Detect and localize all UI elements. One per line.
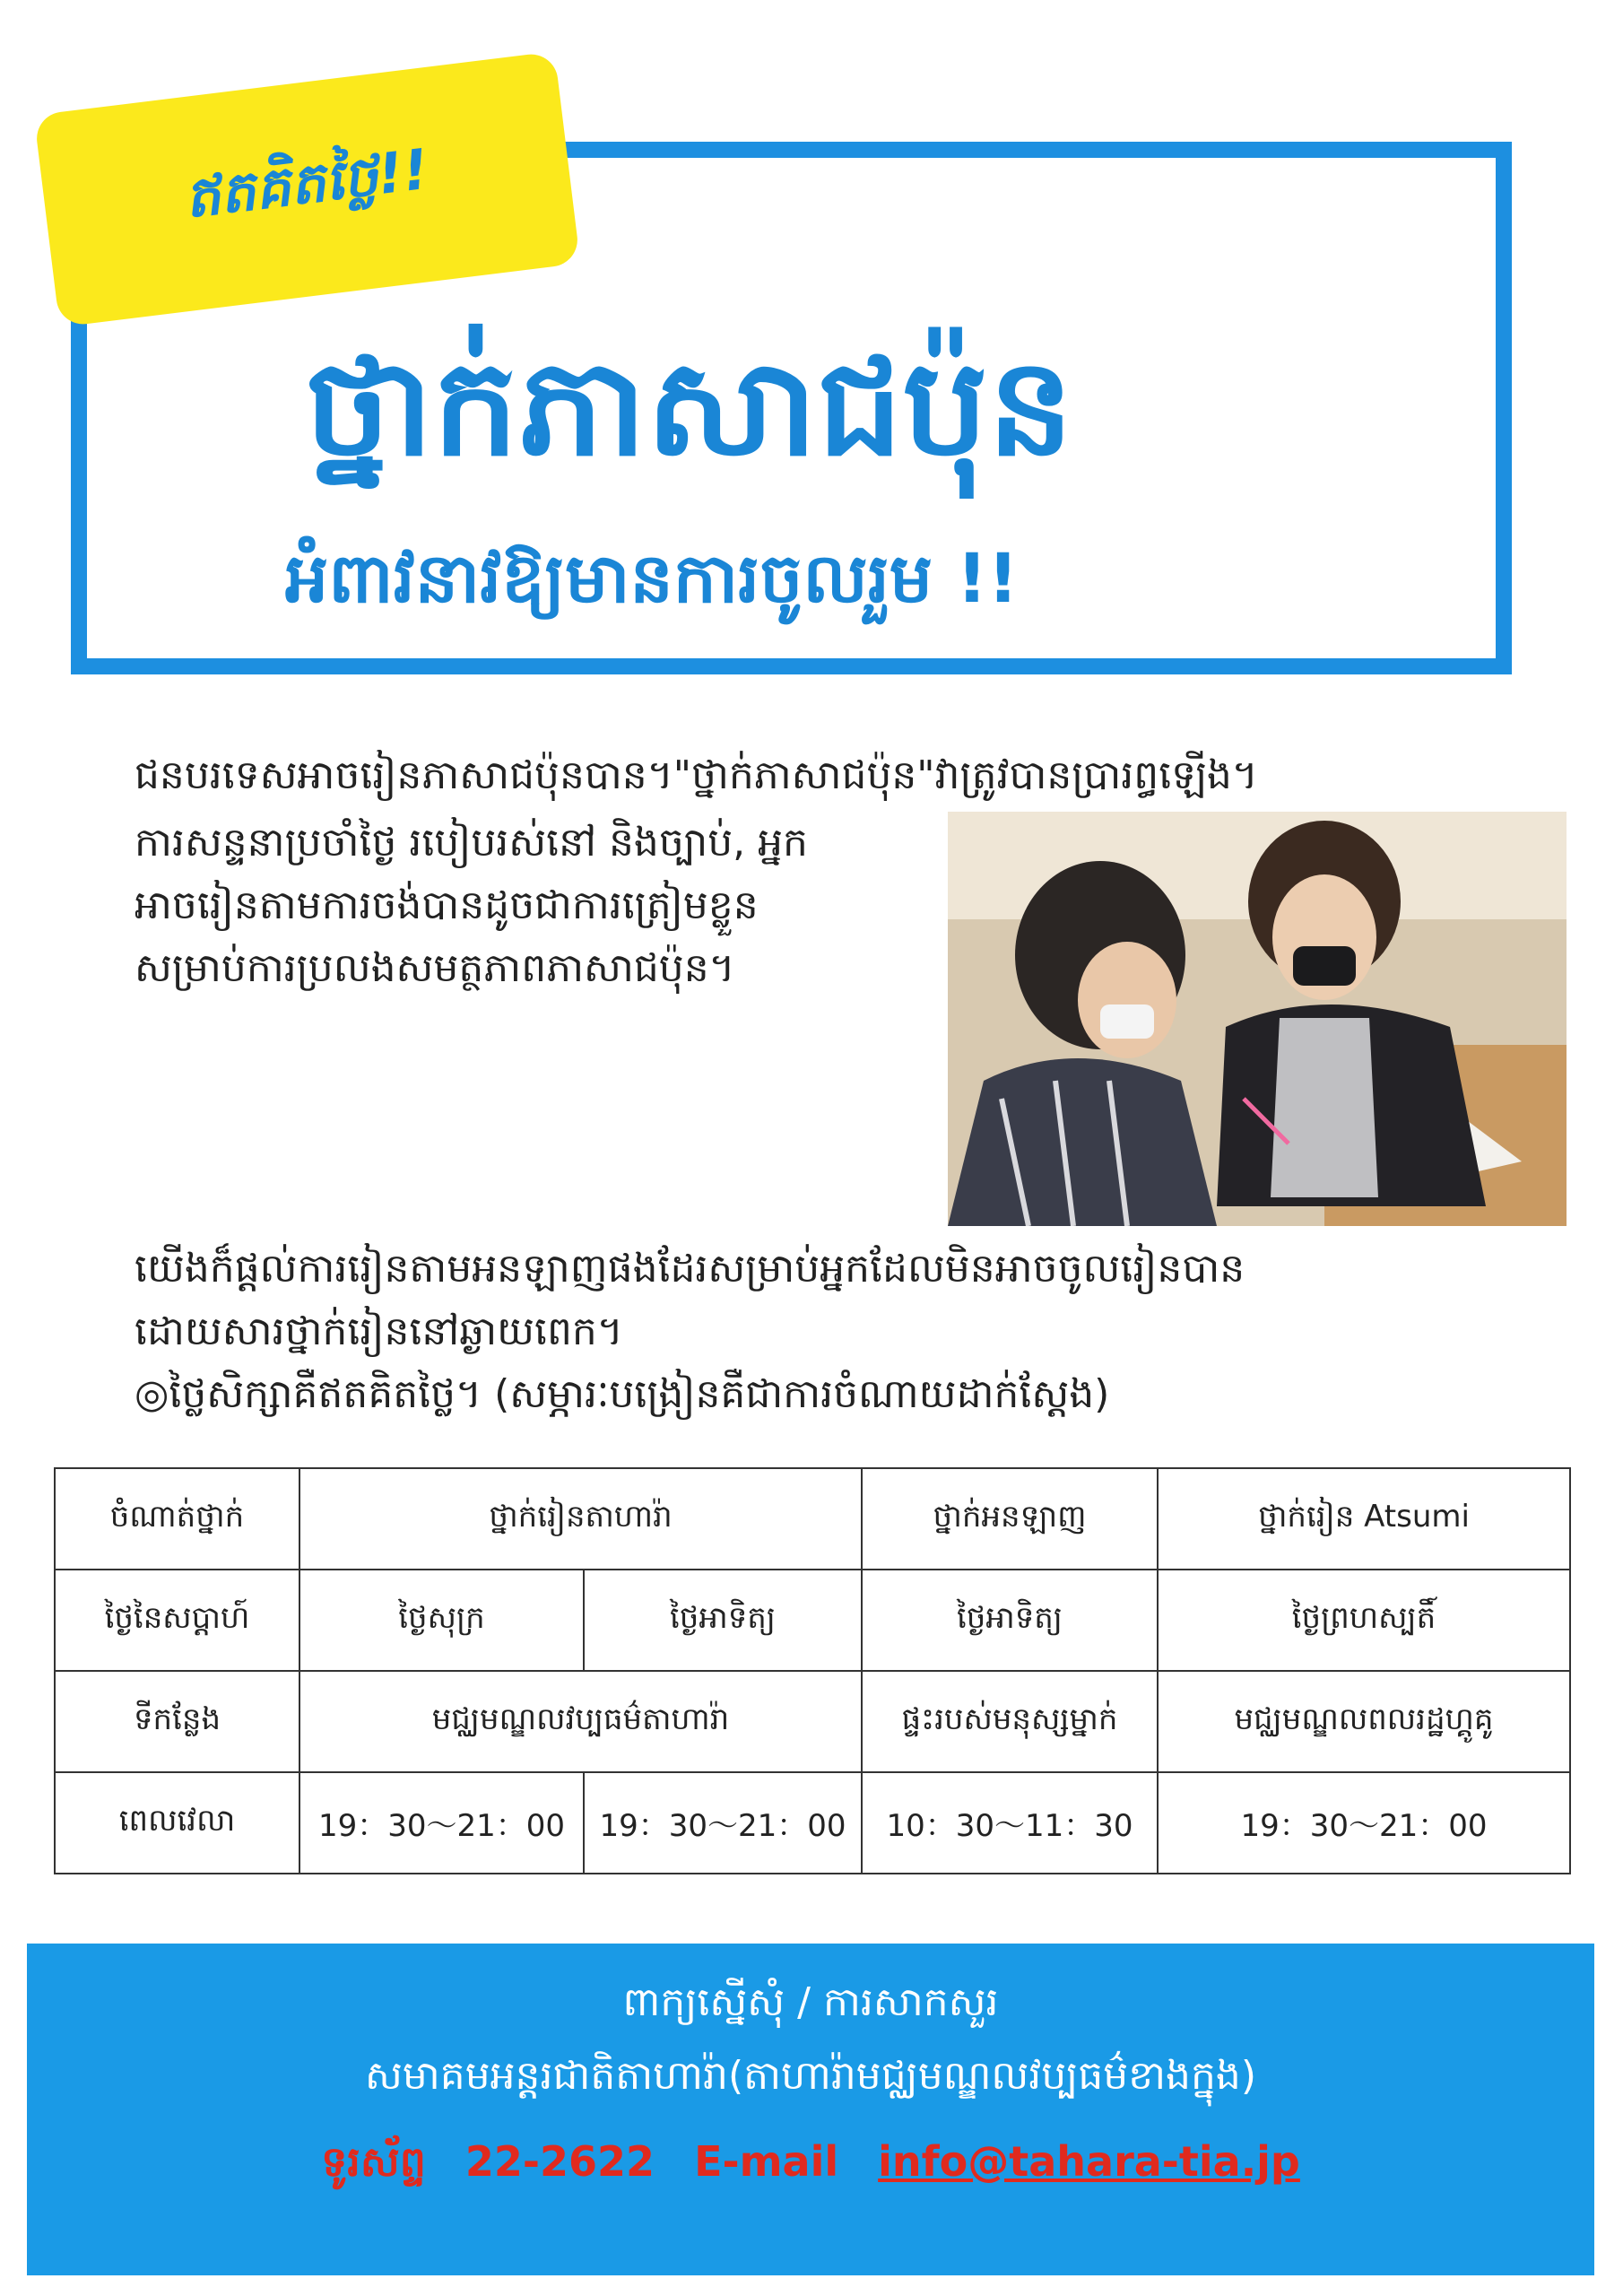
phone-label: ទូរស័ព្ទ	[321, 2137, 426, 2186]
online-info-line: យើងក៏ផ្តល់ការរៀនតាមអនឡាញផងដែរសម្រាប់អ្នកដែលមិនអាចចូលរៀនបាន	[135, 1246, 1245, 1292]
cell-day-friday: ថ្ងៃសុក្រ	[299, 1570, 584, 1671]
organization-name: សមាគមអន្តរជាតិតាហារ៉ា(តាហារ៉ាមជ្ឈមណ្ឌលវប្បធម៌ខាងក្នុង)	[364, 2053, 1257, 2099]
footer-heading: ពាក្យស្នើសុំ / ការសាកសួរ	[622, 1979, 999, 2025]
class-photo	[948, 812, 1567, 1226]
email-link[interactable]: info@tahara-tia.jp	[878, 2137, 1300, 2186]
cell-time: 10：30〜11：30	[862, 1772, 1158, 1874]
cell-place-atsumi: មជ្ឈមណ្ឌលពលរដ្ឋហ្គូគូ	[1158, 1671, 1570, 1772]
tuition-note: ◎ថ្លៃសិក្សាគឺឥតគិតថ្លៃ។ (សម្ភារៈបង្រៀនគឺជាការចំណាយដាក់ស្តែង)	[135, 1371, 1110, 1417]
contact-footer	[27, 1944, 1594, 2275]
row-header-time: ពេលវេលា	[55, 1772, 299, 1874]
cell-atsumi-class: ថ្នាក់រៀន Atsumi	[1158, 1468, 1570, 1570]
online-info-line: ដោយសារថ្នាក់រៀននៅឆ្ងាយពេក។	[135, 1309, 623, 1354]
email-label: E-mail	[694, 2137, 839, 2186]
page-subtitle: អំពាវនាវឱ្យមានការចូលរួម !!	[285, 538, 1019, 618]
table-row	[55, 1570, 1570, 1671]
phone-number: 22-2622	[464, 2137, 655, 2186]
cell-tahara-class: ថ្នាក់រៀនតាហារ៉ា	[299, 1468, 862, 1570]
cell-place-online: ផ្ទះរបស់មនុស្សម្នាក់	[862, 1671, 1158, 1772]
page-title: ថ្នាក់ភាសាជប៉ុន	[305, 330, 1073, 486]
intro-line: ជនបរទេសអាចរៀនភាសាជប៉ុនបាន។"ថ្នាក់ភាសាជប៉ុន"វាត្រូវបានប្រារព្ធឡើង។	[135, 752, 1258, 798]
table-row	[55, 1468, 1570, 1570]
cell-time: 19：30〜21：00	[299, 1772, 584, 1874]
cell-day-thursday: ថ្ងៃព្រហស្បតិ៍	[1158, 1570, 1570, 1671]
intro-line: សម្រាប់ការប្រលងសមត្ថភាពភាសាជប៉ុន។	[135, 945, 735, 991]
table-row	[55, 1671, 1570, 1772]
cell-online-class: ថ្នាក់អនឡាញ	[862, 1468, 1158, 1570]
schedule-table	[54, 1467, 1571, 1874]
table-row	[55, 1772, 1570, 1874]
cell-time: 19：30〜21：00	[584, 1772, 862, 1874]
intro-line: អាចរៀនតាមការចង់បានដូចជាការត្រៀមខ្លួន	[135, 883, 759, 928]
cell-day-sunday: ថ្ងៃអាទិត្យ	[584, 1570, 862, 1671]
row-header-day: ថ្ងៃនៃសប្តាហ៍	[55, 1570, 299, 1671]
cell-time: 19：30〜21：00	[1158, 1772, 1570, 1874]
contact-line	[27, 2136, 1594, 2196]
cell-place-tahara: មជ្ឈមណ្ឌលវប្បធម៌តាហារ៉ា	[299, 1671, 862, 1772]
intro-line: ការសន្ទនាប្រចាំថ្ងៃ របៀបរស់នៅ និងច្បាប់, អ្នក	[135, 820, 808, 865]
cell-day-sunday-online: ថ្ងៃអាទិត្យ	[862, 1570, 1158, 1671]
row-header-place: ទីកន្លែង	[55, 1671, 299, 1772]
free-tag-label: ឥតគិតថ្លៃ!!	[180, 135, 432, 230]
row-header-class: ចំណាត់ថ្នាក់	[55, 1468, 299, 1570]
